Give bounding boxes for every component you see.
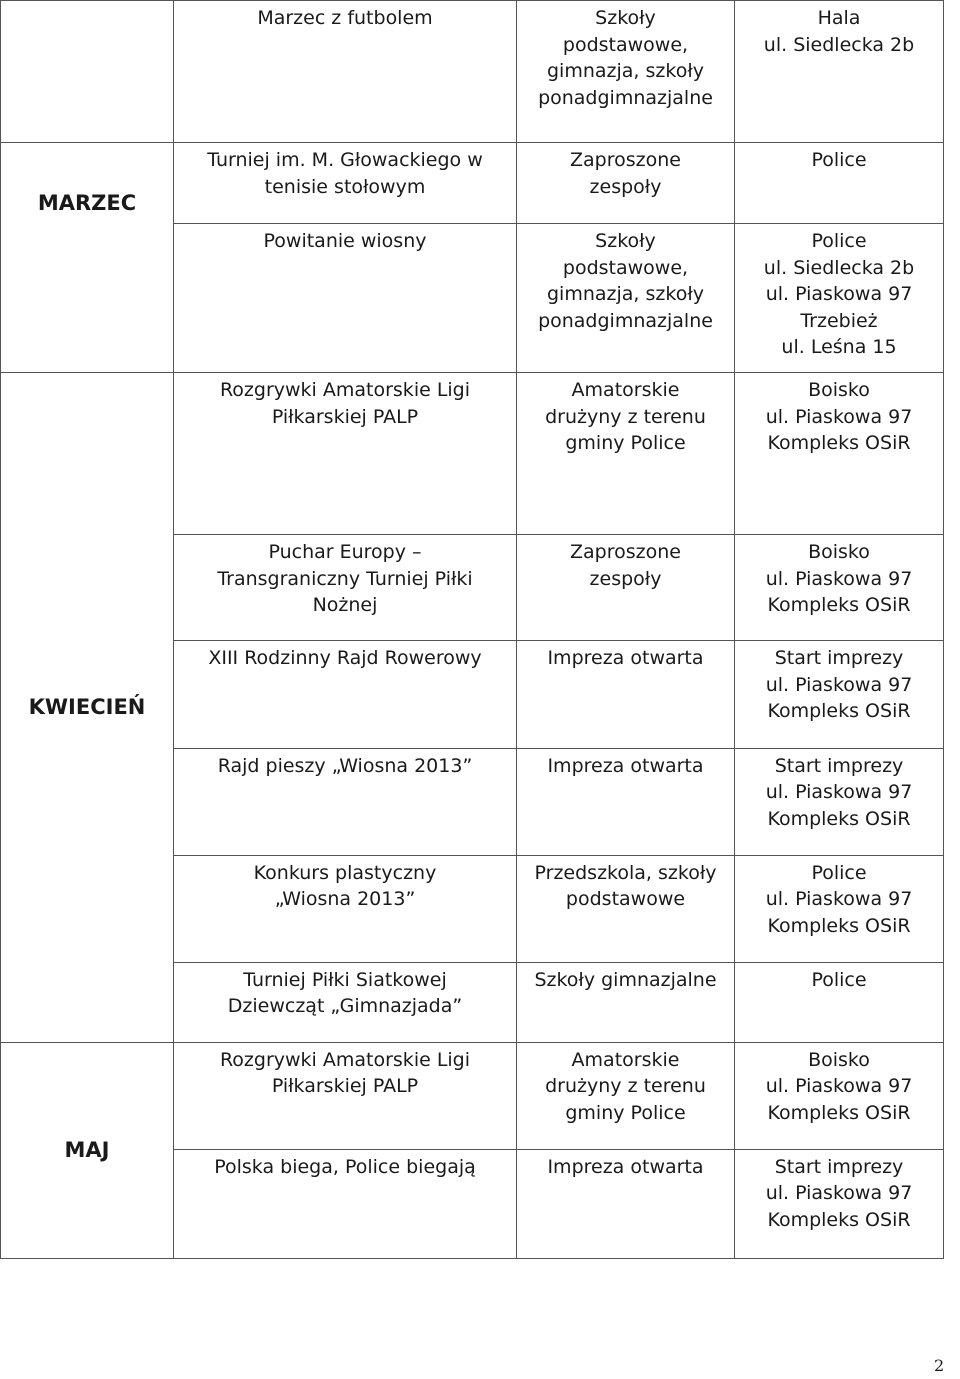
place-cell: Boisko ul. Piaskowa 97 Kompleks OSiR [735, 1042, 944, 1149]
place-cell: Start imprezy ul. Piaskowa 97 Kompleks OSiR [735, 641, 944, 748]
participants-cell: Szkoły podstawowe, gimnazja, szkoły ponadgimnazjalne [517, 224, 735, 373]
place-cell: Boisko ul. Piaskowa 97 Kompleks OSiR [735, 373, 944, 535]
event-cell: Powitanie wiosny [174, 224, 517, 373]
event-cell: Puchar Europy – Transgraniczny Turniej Piłki Nożnej [174, 535, 517, 641]
table-row [1, 143, 944, 224]
place-cell: Start imprezy ul. Piaskowa 97 Kompleks OSiR [735, 1149, 944, 1258]
participants-cell: Impreza otwarta [517, 748, 735, 855]
event-cell: Konkurs plastyczny „Wiosna 2013” [174, 855, 517, 962]
event-cell: Turniej Piłki Siatkowej Dziewcząt „Gimnazjada” [174, 962, 517, 1042]
participants-cell: Amatorskie drużyny z terenu gminy Police [517, 1042, 735, 1149]
table-row [1, 373, 944, 535]
month-kwiecien: KWIECIEŃ [1, 373, 174, 1043]
participants-cell: Impreza otwarta [517, 1149, 735, 1258]
event-cell: Turniej im. M. Głowackiego w tenisie stołowym [174, 143, 517, 224]
event-cell: Rozgrywki Amatorskie Ligi Piłkarskiej PALP [174, 373, 517, 535]
page-number: 2 [934, 1356, 945, 1375]
place-cell: Police ul. Piaskowa 97 Kompleks OSiR [735, 855, 944, 962]
participants-cell: Impreza otwarta [517, 641, 735, 748]
participants-cell: Amatorskie drużyny z terenu gminy Police [517, 373, 735, 535]
place-cell: Boisko ul. Piaskowa 97 Kompleks OSiR [735, 535, 944, 641]
place-cell: Police [735, 962, 944, 1042]
event-cell: Rozgrywki Amatorskie Ligi Piłkarskiej PALP [174, 1042, 517, 1149]
event-cell: Marzec z futbolem [174, 1, 517, 143]
participants-cell: Przedszkola, szkoły podstawowe [517, 855, 735, 962]
month-marzec: MARZEC [1, 143, 174, 373]
place-cell: Hala ul. Siedlecka 2b [735, 1, 944, 143]
place-cell: Police [735, 143, 944, 224]
month-maj: MAJ [1, 1042, 174, 1258]
table-row [1, 1042, 944, 1149]
month-cell-empty [1, 1, 174, 143]
event-cell: XIII Rodzinny Rajd Rowerowy [174, 641, 517, 748]
participants-cell: Szkoły gimnazjalne [517, 962, 735, 1042]
participants-cell: Zaproszone zespoły [517, 535, 735, 641]
event-cell: Polska biega, Police biegają [174, 1149, 517, 1258]
participants-cell: Szkoły podstawowe, gimnazja, szkoły ponadgimnazjalne [517, 1, 735, 143]
place-cell: Start imprezy ul. Piaskowa 97 Kompleks OSiR [735, 748, 944, 855]
event-cell: Rajd pieszy „Wiosna 2013” [174, 748, 517, 855]
participants-cell: Zaproszone zespoły [517, 143, 735, 224]
place-cell: Police ul. Siedlecka 2b ul. Piaskowa 97 Trzebież ul. Leśna 15 [735, 224, 944, 373]
table-row [1, 1, 944, 143]
